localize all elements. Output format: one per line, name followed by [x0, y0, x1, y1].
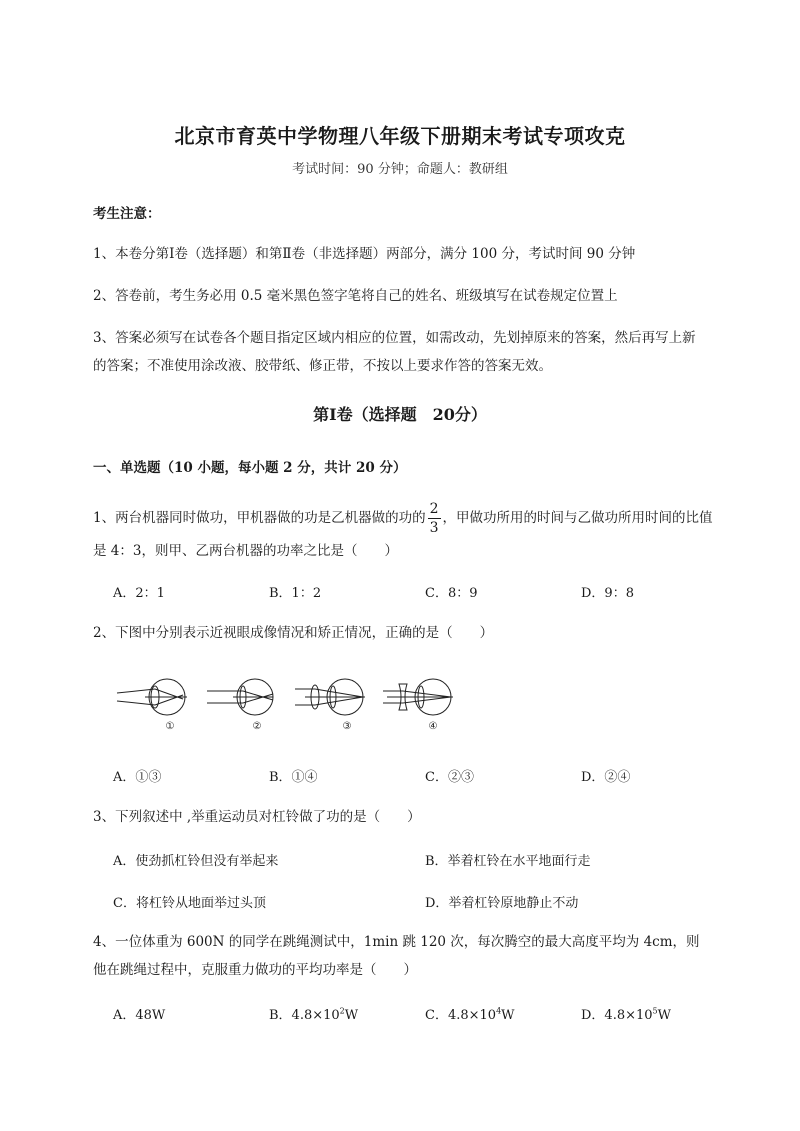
option-a[interactable]: A．使劲抓杠铃但没有举起来 — [113, 854, 279, 869]
question-1-stem-start: 1、两台机器同时做功，甲机器做的功是乙机器做的功的 — [93, 510, 426, 526]
question-4-stem: 4、一位体重为 600N 的同学在跳绳测试中，1min 跳 120 次，每次腾空的最大高度平均为 4cm，则他在跳绳过程中，克服重力做功的平均功率是（ ） — [93, 934, 700, 978]
option-a[interactable] — [113, 1004, 165, 1023]
eye-diagram-3 — [295, 679, 365, 715]
option-d[interactable]: D．举着杠铃原地静止不动 — [425, 896, 579, 911]
question-1-options — [113, 582, 713, 602]
option-a-text: A．48W — [113, 1008, 166, 1023]
figure-label-1: ① — [165, 721, 175, 732]
question-2-options — [113, 766, 713, 786]
eye-diagram-2 — [207, 679, 273, 715]
option-b-text: B．4.8×10 — [269, 1008, 340, 1023]
eye-diagram-figure — [115, 672, 460, 734]
option-d[interactable] — [581, 1004, 671, 1023]
notice-item-2: 2、答卷前，考生务必用 0.5 毫米黑色签字笔将自己的姓名、班级填写在试卷规定位置上 — [93, 288, 618, 304]
option-c-unit: W — [501, 1008, 515, 1023]
fraction-denominator: 3 — [429, 520, 439, 536]
question-3-options-row-2 — [113, 892, 713, 912]
option-a[interactable]: A．①③ — [113, 770, 162, 785]
fraction-numerator: 2 — [429, 501, 439, 517]
question-1-stem-end: ，甲做功所用的时间与乙做功所用时间的比值是 4：3，则甲、乙两台机器的功率之比是（ ） — [93, 510, 713, 559]
eye-diagram-1 — [117, 679, 187, 715]
option-b[interactable]: B．举着杠铃在水平地面行走 — [425, 854, 591, 869]
section-heading: 一、单选题（10 小题，每小题 2 分，共计 20 分） — [93, 460, 407, 476]
option-b-unit: W — [344, 1008, 359, 1023]
question-3 — [93, 803, 713, 831]
figure-label-3: ③ — [342, 721, 352, 732]
option-c[interactable]: C．将杠铃从地面举过头顶 — [113, 896, 266, 911]
question-3-stem: 3、下列叙述中 ,举重运动员对杠铃做了功的是（ ） — [93, 809, 421, 825]
page-title: 北京市育英中学物理八年级下册期末考试专项攻克 — [174, 124, 626, 148]
option-b-exponent: 2 — [339, 1006, 345, 1016]
option-d-text: D．4.8×10 — [581, 1008, 653, 1023]
notice-item-1: 1、本卷分第Ⅰ卷（选择题）和第Ⅱ卷（非选择题）两部分，满分 100 分，考试时间 90 分钟 — [93, 246, 636, 262]
option-b[interactable]: B．1：2 — [269, 586, 322, 601]
fraction-two-thirds — [428, 500, 441, 537]
notice-heading: 考生注意： — [93, 206, 161, 222]
option-b[interactable] — [269, 1004, 358, 1023]
notice-item-3: 3、答案必须写在试卷各个题目指定区域内相应的位置，如需改动，先划掉原来的答案，然后再写上新的答案；不准使用涂改液、胶带纸、修正带，不按以上要求作答的答案无效。 — [93, 330, 696, 374]
exam-info: 考试时间：90 分钟；命题人：教研组 — [292, 162, 508, 177]
question-2-stem: 2、下图中分别表示近视眼成像情况和矫正情况，正确的是（ ） — [93, 625, 494, 641]
option-c[interactable] — [425, 1004, 515, 1023]
figure-label-4: ④ — [428, 721, 438, 732]
question-3-options-row-1 — [113, 850, 713, 870]
option-d[interactable]: D．②④ — [581, 770, 631, 785]
question-4-options — [113, 1004, 713, 1024]
question-2 — [93, 619, 713, 647]
part-title: 第Ⅰ卷（选择题 20分） — [313, 405, 487, 424]
option-c-exponent: 4 — [496, 1006, 502, 1016]
figure-label-2: ② — [252, 721, 262, 732]
option-d[interactable]: D．9：8 — [581, 586, 634, 601]
option-b[interactable]: B．①④ — [269, 770, 318, 785]
eye-diagram-4 — [383, 679, 453, 715]
option-d-exponent: 5 — [652, 1006, 658, 1016]
option-c[interactable]: C．②③ — [425, 770, 474, 785]
option-a[interactable]: A．2：1 — [113, 586, 165, 601]
question-1 — [93, 500, 713, 565]
option-d-unit: W — [657, 1008, 672, 1023]
question-4 — [93, 928, 713, 984]
option-c[interactable]: C．8：9 — [425, 586, 478, 601]
option-c-text: C．4.8×10 — [425, 1008, 497, 1023]
